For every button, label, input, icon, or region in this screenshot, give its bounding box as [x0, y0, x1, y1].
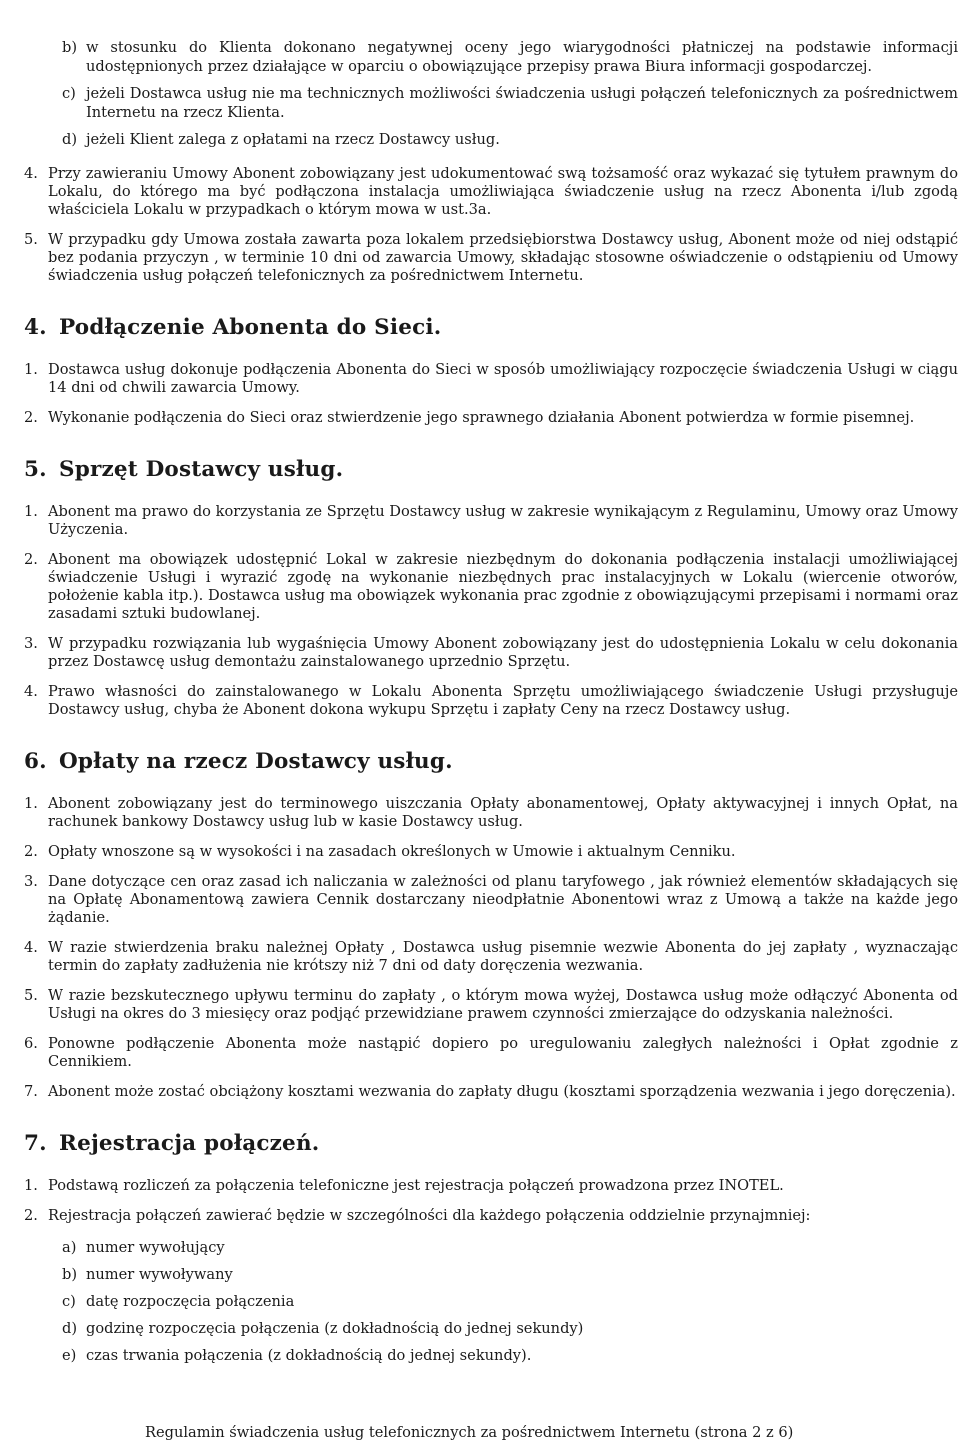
- item-number: 4.: [24, 165, 38, 182]
- list-item: [24, 843, 958, 861]
- item-text: Podstawą rozliczeń za połączenia telefoniczne jest rejestracja połączeń prowadzona przez INOTEL.: [48, 1177, 784, 1194]
- item-number: 7.: [24, 1083, 38, 1100]
- top-points: [24, 165, 958, 285]
- section-title: Sprzęt Dostawcy usług.: [59, 457, 344, 482]
- item-text: W przypadku rozwiązania lub wygaśnięcia Umowy Abonent zobowiązany jest do udostępnienia Lokalu w celu dokonania przez Dostawcę usług demontażu zainstalowanego uprzednio Sprzętu.: [48, 635, 958, 670]
- page-footer: Regulamin świadczenia usług telefonicznych za pośrednictwem Internetu (strona 2 z 6): [145, 1424, 794, 1441]
- item-text: czas trwania połączenia (z dokładnością do jednej sekundy).: [86, 1347, 532, 1364]
- list-item: [62, 38, 958, 76]
- item-number: 2.: [24, 409, 38, 426]
- item-text: jeżeli Dostawca usług nie ma technicznych możliwości świadczenia usługi połączeń telefonicznych za pośrednictwem Internetu na rzecz Klienta.: [86, 85, 958, 121]
- item-text: datę rozpoczęcia połączenia: [86, 1293, 295, 1310]
- list-item: [24, 795, 958, 831]
- item-text: numer wywołujący: [86, 1239, 225, 1256]
- list-item: [62, 84, 958, 122]
- item-text: Abonent zobowiązany jest do terminowego uiszczania Opłaty abonamentowej, Opłaty aktywacyjnej i innych Opłat, na rachunek bankowy Dostawcy usług lub w kasie Dostawcy usług.: [48, 795, 958, 830]
- item-label: c): [62, 1293, 76, 1310]
- item-text: Wykonanie podłączenia do Sieci oraz stwierdzenie jego sprawnego działania Abonent potwierdza w formie pisemnej.: [48, 409, 915, 426]
- item-number: 1.: [24, 361, 38, 378]
- section-heading: [24, 457, 958, 483]
- list-item: [24, 1207, 958, 1225]
- list-item: [24, 165, 958, 219]
- list-item: [24, 551, 958, 623]
- section-number: 7.: [24, 1131, 47, 1156]
- item-number: 1.: [24, 1177, 38, 1194]
- item-text: w stosunku do Klienta dokonano negatywnej oceny jego wiarygodności płatniczej na podstawie informacji udostępnionych przez działające w oparciu o obowiązujące przepisy prawa Biura informacji gospodarczej.: [86, 39, 958, 75]
- list-item: [24, 939, 958, 975]
- section-heading: [24, 1131, 958, 1157]
- item-number: 5.: [24, 231, 38, 248]
- list-item: [24, 873, 958, 927]
- item-text: Opłaty wnoszone są w wysokości i na zasadach określonych w Umowie i aktualnym Cenniku.: [48, 843, 736, 860]
- item-text: Abonent może zostać obciążony kosztami wezwania do zapłaty długu (kosztami sporządzenia wezwania i jego doręczenia).: [48, 1083, 956, 1100]
- list-item: [24, 1035, 958, 1071]
- section-heading: [24, 749, 958, 775]
- item-text: W razie bezskutecznego upływu terminu do zapłaty , o którym mowa wyżej, Dostawca usług może odłączyć Abonenta od Usługi na okres do 3 miesięcy oraz podjąć przewidziane prawem czynności zmierzające do odzyskania należności.: [48, 987, 958, 1022]
- item-text: Ponowne podłączenie Abonenta może nastąpić dopiero po uregulowaniu zaległych należności i Opłat zgodnie z Cennikiem.: [48, 1035, 958, 1070]
- list-item: [24, 361, 958, 397]
- item-label: c): [62, 85, 76, 102]
- list-item: [62, 1293, 958, 1311]
- item-number: 6.: [24, 1035, 38, 1052]
- item-text: Przy zawieraniu Umowy Abonent zobowiązany jest udokumentować swą tożsamość oraz wykazać się tytułem prawnym do Lokalu, do którego ma być podłączona instalacja umożliwiająca świadczenie usług na rzecz Abonenta i/lub zgodą właściciela Lokalu w przypadkach o którym mowa w ust.3a.: [48, 165, 958, 218]
- item-label: d): [62, 1320, 78, 1337]
- item-number: 2.: [24, 551, 38, 568]
- item-label: b): [62, 39, 78, 56]
- section-number: 6.: [24, 749, 47, 774]
- item-label: d): [62, 131, 78, 148]
- document-page: [24, 38, 958, 1374]
- item-text: jeżeli Klient zalega z opłatami na rzecz Dostawcy usług.: [86, 131, 500, 148]
- section-heading: [24, 315, 958, 341]
- top-sub-list: [24, 38, 958, 149]
- item-number: 1.: [24, 795, 38, 812]
- item-text: Dostawca usług dokonuje podłączenia Abonenta do Sieci w sposób umożliwiający rozpoczęcie świadczenia Usługi w ciągu 14 dni od chwili zawarcia Umowy.: [48, 361, 958, 396]
- section-title: Opłaty na rzecz Dostawcy usług.: [59, 749, 453, 774]
- item-number: 4.: [24, 939, 38, 956]
- item-number: 4.: [24, 683, 38, 700]
- list-item: [24, 409, 958, 427]
- list-item: [24, 503, 958, 539]
- section-title: Rejestracja połączeń.: [59, 1131, 320, 1156]
- item-label: b): [62, 1266, 78, 1283]
- item-number: 5.: [24, 987, 38, 1004]
- item-text: Prawo własności do zainstalowanego w Lokalu Abonenta Sprzętu umożliwiającego świadczenie Usługi przysługuje Dostawcy usług, chyba że Abonent dokona wykupu Sprzętu i zapłaty Ceny na rzecz Dostawcy usług.: [48, 683, 958, 718]
- item-number: 2.: [24, 1207, 38, 1224]
- item-text: W razie stwierdzenia braku należnej Opłaty , Dostawca usług pisemnie wezwie Abonenta do jej zapłaty , wyznaczając termin do zapłaty zadłużenia nie krótszy niż 7 dni od daty doręczenia wezwania.: [48, 939, 958, 974]
- item-number: 3.: [24, 635, 38, 652]
- section-number: 5.: [24, 457, 47, 482]
- list-item: [62, 1320, 958, 1338]
- item-number: 3.: [24, 873, 38, 890]
- list-item: [62, 1347, 958, 1365]
- item-label: a): [62, 1239, 77, 1256]
- list-item: [62, 130, 958, 149]
- section-title: Podłączenie Abonenta do Sieci.: [59, 315, 442, 340]
- item-text: Abonent ma obowiązek udostępnić Lokal w zakresie niezbędnym do dokonania podłączenia instalacji umożliwiającej świadczenie Usługi i wyrazić zgodę na wykonanie niezbędnych prac instalacyjnych w Lokalu (wiercenie otworów, położenie kabla itp.). Dostawca usług ma obowiązek wykonania prac zgodnie z obowiązującymi przepisami i normami oraz zasadami sztuki budowlanej.: [48, 551, 958, 622]
- item-text: Rejestracja połączeń zawierać będzie w szczególności dla każdego połączenia oddzielnie przynajmniej:: [48, 1207, 811, 1224]
- item-label: e): [62, 1347, 77, 1364]
- item-text: W przypadku gdy Umowa została zawarta poza lokalem przedsiębiorstwa Dostawcy usług, Abonent może od niej odstąpić bez podania przyczyn , w terminie 10 dni od zawarcia Umowy, składając stosowne oświadczenie o odstąpieniu od Umowy świadczenia usług połączeń telefonicznych za pośrednictwem Internetu.: [48, 231, 958, 284]
- item-text: numer wywoływany: [86, 1266, 233, 1283]
- item-text: Abonent ma prawo do korzystania ze Sprzętu Dostawcy usług w zakresie wynikającym z Regulaminu, Umowy oraz Umowy Użyczenia.: [48, 503, 958, 538]
- list-item: [62, 1266, 958, 1284]
- list-item: [24, 987, 958, 1023]
- item-number: 1.: [24, 503, 38, 520]
- list-item: [24, 1083, 958, 1101]
- list-item: [24, 683, 958, 719]
- list-item: [24, 231, 958, 285]
- list-item: [24, 635, 958, 671]
- section-number: 4.: [24, 315, 47, 340]
- list-item: [24, 1177, 958, 1195]
- list-item: [62, 1239, 958, 1257]
- item-text: Dane dotyczące cen oraz zasad ich naliczania w zależności od planu taryfowego , jak również elementów składających się na Opłatę Abonamentową zawiera Cennik dostarczany nieodpłatnie Abonentowi wraz z Umową a także na każde jego żądanie.: [48, 873, 958, 926]
- item-number: 2.: [24, 843, 38, 860]
- item-text: godzinę rozpoczęcia połączenia (z dokładnością do jednej sekundy): [86, 1320, 584, 1337]
